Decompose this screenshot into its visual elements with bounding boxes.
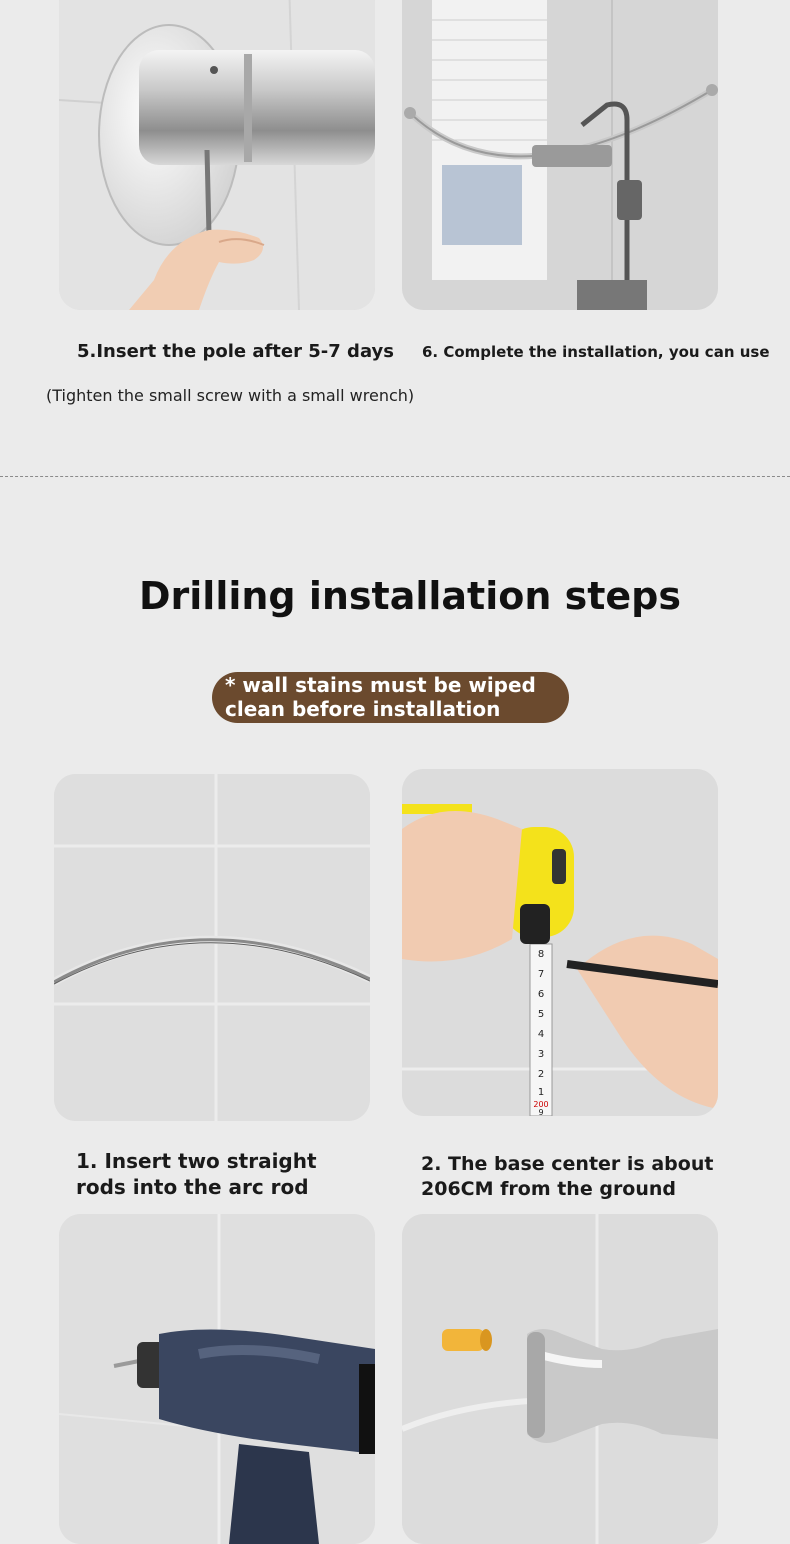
tape-num: 9 [538,1108,544,1116]
step1-caption-line-1: 1. Insert two straight [76,1149,317,1173]
step2-photo [402,769,718,1116]
tape-num: 3 [537,1049,545,1060]
step4-illustration [402,1214,718,1544]
tape-num: 2 [537,1069,545,1080]
step2-caption-line-2: 206CM from the ground [421,1177,677,1200]
step3-illustration [59,1214,375,1544]
step6-illustration [402,0,718,310]
tape-num: 7 [537,969,545,980]
step5-photo [59,0,375,310]
section-divider [0,476,790,477]
tape-num: 8 [537,949,545,960]
section-title: Drilling installation steps [138,574,682,618]
tape-num: 5 [537,1009,545,1020]
step1-caption-line-2: rods into the arc rod [76,1175,309,1199]
notice-badge [212,672,569,723]
step6-caption: 6. Complete the installation, you can use [422,343,770,361]
step5-illustration [59,0,375,310]
step6-photo [402,0,718,310]
step2-caption-line-1: 2. The base center is about [421,1153,714,1175]
step1-photo [54,774,370,1121]
tape-num: 6 [537,989,545,1000]
step3-photo [59,1214,375,1544]
notice-line-1: * wall stains must be wiped [225,673,536,697]
tape-num: 4 [537,1029,545,1040]
tape-num: 200 [533,1100,549,1109]
notice-line-2: clean before installation [225,697,501,721]
step2-illustration [402,769,718,1116]
step5-caption: 5.Insert the pole after 5-7 days [77,341,394,362]
step4-photo [402,1214,718,1544]
step1-illustration [54,774,370,1121]
step2-caption [421,1152,713,1201]
tape-num: 1 [537,1087,545,1098]
step1-caption [76,1148,317,1200]
step5-note: (Tighten the small screw with a small wrench) [46,386,415,405]
